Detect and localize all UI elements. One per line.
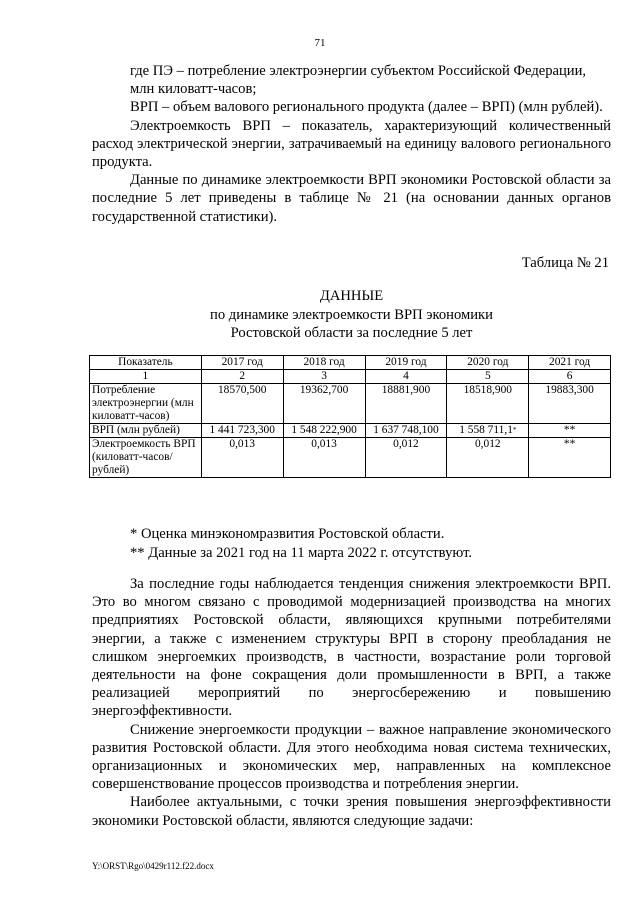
- table-cell: 1 637 748,100: [365, 424, 447, 438]
- footnotes: [130, 525, 472, 563]
- table-row-label: Электроемкость ВРП (киловатт-часов/рублей): [90, 438, 202, 478]
- table-row-label: Потребление электроэнергии (млн киловатт-часов): [90, 384, 202, 424]
- estimate-mark: *: [512, 426, 517, 434]
- table-heading-line-2: по динамике электроемкости ВРП экономики: [210, 306, 493, 323]
- table-header-cell: 2021 год: [529, 356, 611, 370]
- table-number-cell: 2: [201, 370, 283, 384]
- table-header-cell: 2018 год: [283, 356, 365, 370]
- table-row: [90, 384, 611, 424]
- intro-section: [92, 62, 611, 226]
- table-number-cell: 1: [90, 370, 202, 384]
- intro-paragraph-3: Электроемкость ВРП – показатель, характеризующий количественный расход электрической энергии, затрачиваемый на единицу валового регионального продукта.: [92, 117, 611, 171]
- intro-paragraph-1b: млн киловатт-часов;: [130, 81, 257, 98]
- table-cell: 19362,700: [283, 384, 365, 424]
- body-section: [92, 575, 611, 830]
- table-row-label: ВРП (млн рублей): [90, 424, 202, 438]
- table-caption: Таблица № 21: [521, 255, 609, 271]
- table-heading: [92, 287, 611, 343]
- table-cell: 18518,900: [447, 384, 529, 424]
- table-cell: 0,013: [201, 438, 283, 478]
- table-number-cell: 6: [529, 370, 611, 384]
- table-cell: **: [529, 424, 611, 438]
- document-footer-path: Y:\ORST\Rgo\0429r112.f22.docx: [92, 861, 214, 871]
- table-cell: 1 548 222,900: [283, 424, 365, 438]
- table-cell: 0,012: [365, 438, 447, 478]
- table-row: [90, 424, 611, 438]
- table-header-cell: 2017 год: [201, 356, 283, 370]
- table-cell: 0,013: [283, 438, 365, 478]
- intro-paragraph-1a: где ПЭ – потребление электроэнергии субъектом Российской Федерации,: [130, 63, 587, 79]
- intro-paragraph-4: Данные по динамике электроемкости ВРП экономики Ростовской области за последние 5 лет приведены в таблице № 21 (на основании данных органов государственной статистики).: [92, 172, 611, 225]
- table-heading-title: ДАННЫЕ: [319, 288, 384, 304]
- table-number-cell: 5: [447, 370, 529, 384]
- table-cell: 0,012: [447, 438, 529, 478]
- body-paragraph-2: Снижение энергоемкости продукции – важное направление экономического развития Ростовской области. Для этого необходима новая система технических, организационных и экономических мер, направленных на комплексное совершенствование процессов производства и потребления энергии.: [92, 721, 611, 793]
- table-cell: 18570,500: [201, 384, 283, 424]
- body-paragraph-1: За последние годы наблюдается тенденция снижения электроемкости ВРП. Это во многом связано с проводимой модернизацией производства на многих предприятиях Ростовской области, являющихся крупными потребителями энергии, а также с изменением структуры ВРП в сторону преобладания не слишком энергоемких производств, в частности, возрастание роли торговой деятельности на фоне сокращения доли промышленности в ВРП, а также реализацией мероприятий по энергосбережению и повышению энергоэффективности.: [92, 576, 611, 720]
- table-header-row: [90, 356, 611, 370]
- table-cell: [447, 424, 529, 438]
- table-header-cell: Показатель: [90, 356, 202, 370]
- footnote-2: ** Данные за 2021 год на 11 марта 2022 г. отсутствуют.: [130, 545, 473, 561]
- data-table: [89, 355, 611, 478]
- page-number: 71: [314, 37, 326, 49]
- table-number-cell: 4: [365, 370, 447, 384]
- table-row: [90, 438, 611, 478]
- table-number-cell: 3: [283, 370, 365, 384]
- table-heading-line-3: Ростовской области за последние 5 лет: [230, 325, 473, 341]
- table-cell: 19883,300: [529, 384, 611, 424]
- table-cell: **: [529, 438, 611, 478]
- table-cell-value: 1 558 711,1: [459, 424, 513, 436]
- table-cell: 1 441 723,300: [201, 424, 283, 438]
- intro-paragraph-2: ВРП – объем валового регионального продукта (далее – ВРП) (млн рублей).: [130, 99, 603, 116]
- footnote-1: * Оценка минэкономразвития Ростовской области.: [130, 526, 445, 542]
- body-paragraph-3: Наиболее актуальными, с точки зрения повышения энергоэффективности экономики Ростовской области, являются следующие задачи:: [92, 794, 611, 829]
- table-header-cell: 2020 год: [447, 356, 529, 370]
- table-cell: 18881,900: [365, 384, 447, 424]
- table-number-row: [90, 370, 611, 384]
- table-header-cell: 2019 год: [365, 356, 447, 370]
